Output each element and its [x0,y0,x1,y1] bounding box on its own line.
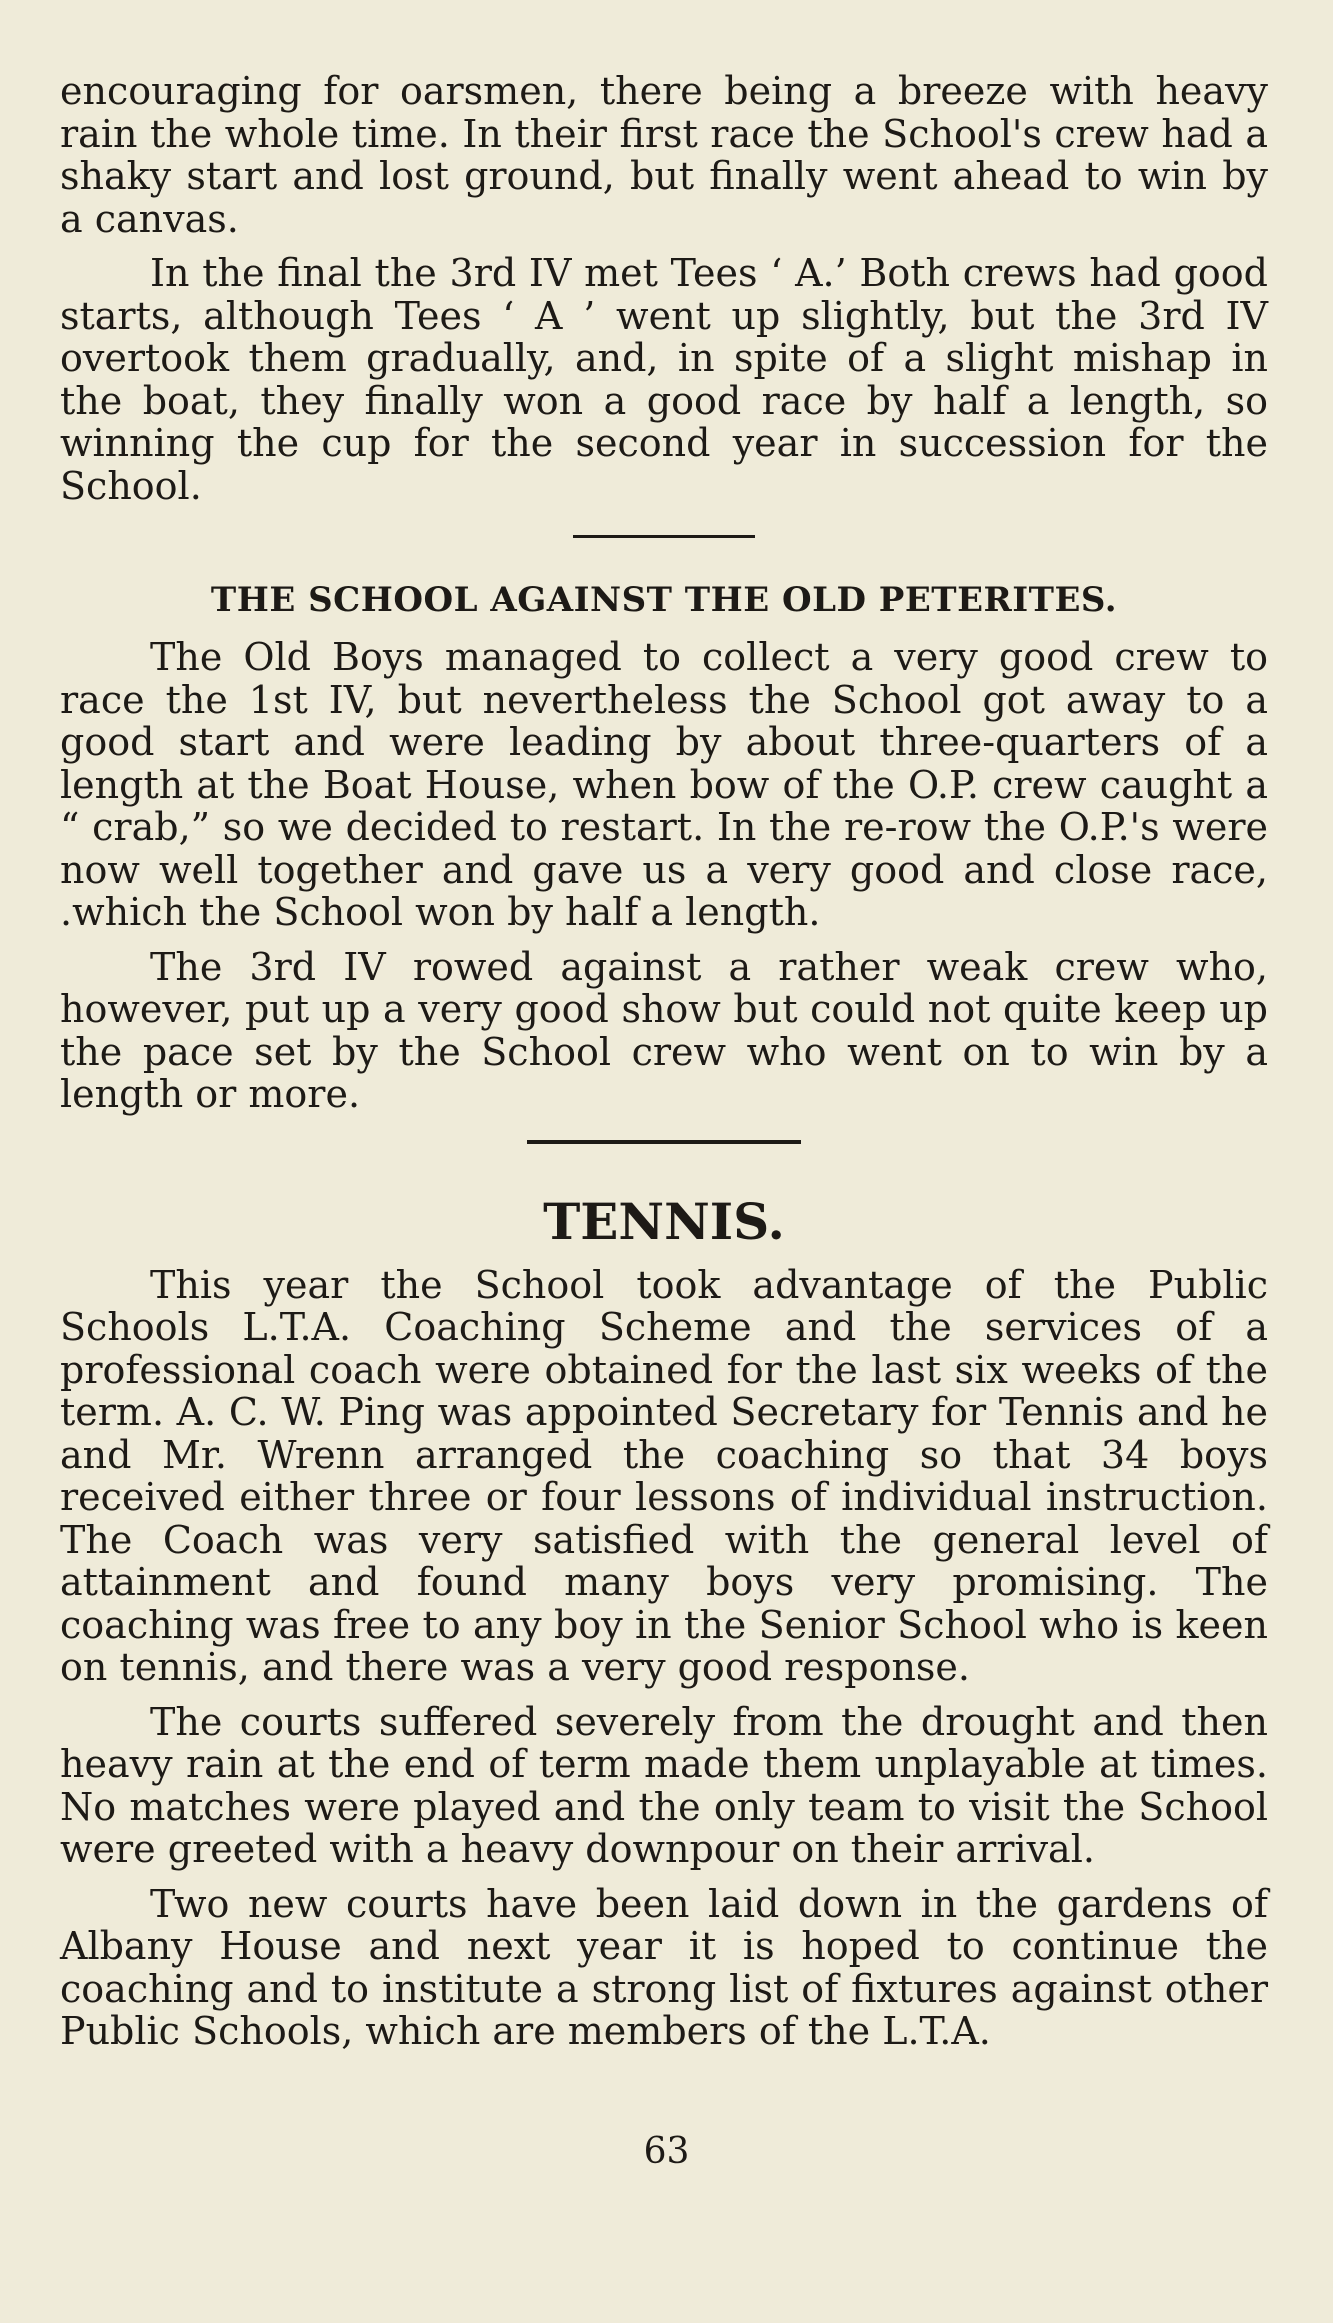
rowing-final-paragraph: In the final the 3rd IV met Tees ‘ A.’ Both crews had good starts, although Tees ‘ A ’ went up slightly, but the 3rd IV overtook them gradually, and, in spite of a slight mishap in the boat, they finally won a good race by half a length, so winning the cup for the second year in succession for the School. [60,251,1268,508]
page-body [60,70,1268,2065]
tennis-new-courts-paragraph: Two new courts have been laid down in the gardens of Albany House and next year it is hoped to continue the coaching and to institute a strong list of fixtures against other Public Schools, which are members of the L.T.A. [60,1881,1268,2053]
section-divider [573,535,755,538]
tennis-courts-paragraph: The courts suffered severely from the drought and then heavy rain at the end of term made them unplayable at times. No matches were played and the only team to visit the School were greeted with a heavy downpour on their arrival. [60,1699,1268,1871]
old-peterites-3rd-iv-paragraph: The 3rd IV rowed against a rather weak crew who, however, put up a very good show but could not quite keep up the pace set by the School crew who went on to win by a length or more. [60,944,1268,1116]
old-peterites-heading: THE SCHOOL AGAINST THE OLD PETERITES. [210,580,1118,620]
section-divider [527,1140,801,1144]
tennis-coaching-paragraph: This year the School took advantage of the Public Schools L.T.A. Coaching Scheme and the services of a professional coach were obtained for the last six weeks of the term. A. C. W. Ping was appointed Secretary for Tennis and he and Mr. Wrenn arranged the coaching so that 34 boys received either three or four lessons of individual instruction. The Coach was very satisfied with the general level of attainment and found many boys very promising. The coaching was free to any boy in the Senior School who is keen on tennis, and there was a very good response. [60,1262,1268,1689]
page-number: 63 [643,2131,690,2172]
old-peterites-paragraph: The Old Boys managed to collect a very good crew to race the 1st IV, but nevertheless the School got away to a good start and were leading by about three-quarters of a length at the Boat House, when bow of the O.P. crew caught a “ crab,” so we decided to restart. In the re-row the O.P.'s were now well together and gave us a very good and close race, .which the School won by half a length. [60,635,1268,934]
tennis-heading: TENNIS. [543,1191,785,1251]
rowing-paragraph: encouraging for oarsmen, there being a breeze with heavy rain the whole time. In their first race the School's crew had a shaky start and lost ground, but finally went ahead to win by a canvas. [60,69,1268,241]
